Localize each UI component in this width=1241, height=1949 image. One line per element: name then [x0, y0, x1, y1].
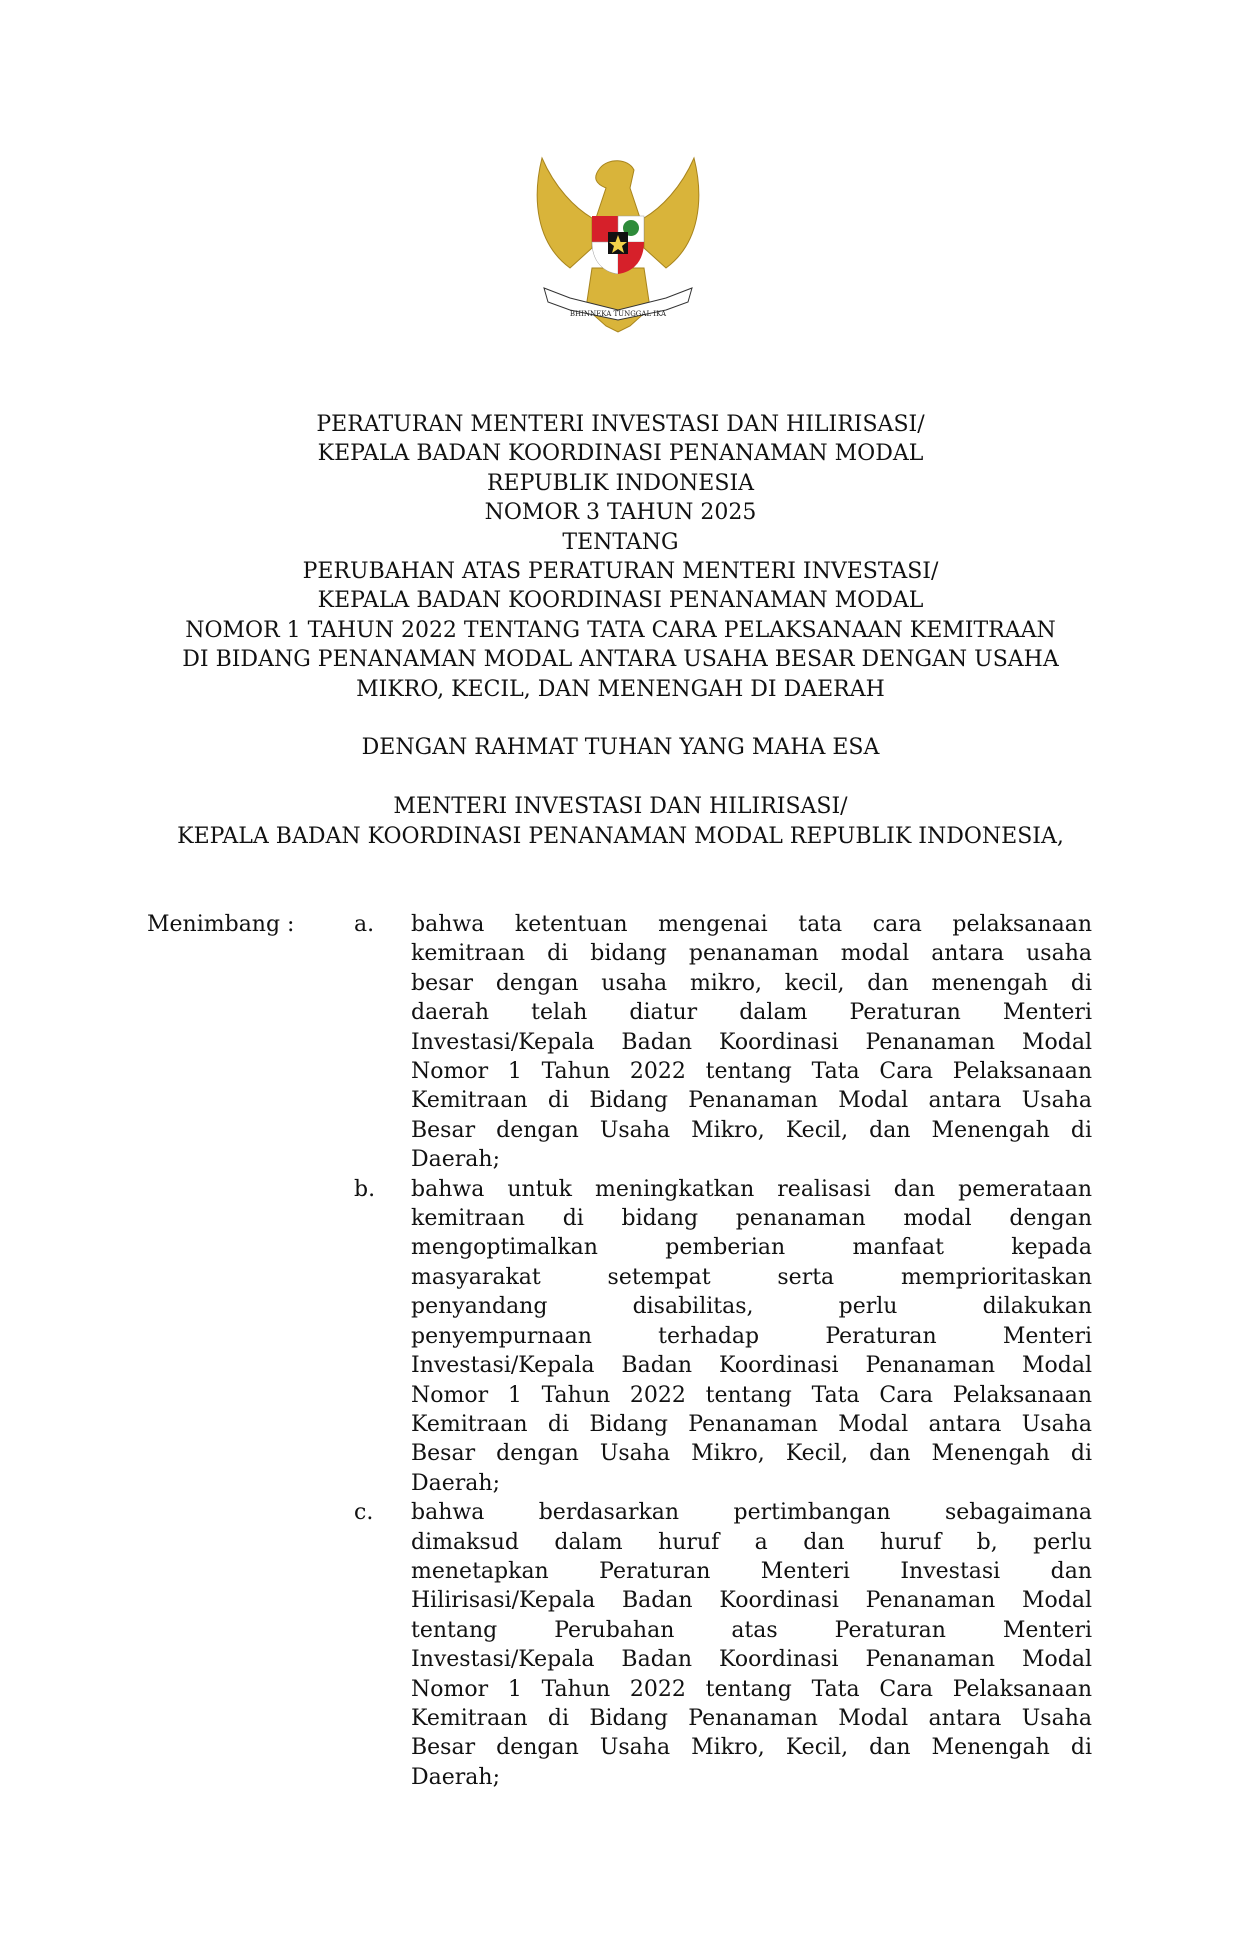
item-text-line: Daerah; — [411, 1470, 500, 1496]
item-text-line: bahwa berdasarkan pertimbangan sebagaimana — [411, 1500, 1092, 1526]
regulation-title — [100, 410, 1141, 704]
item-text-line: Kemitraan di Bidang Penanaman Modal antara Usaha — [411, 1411, 1092, 1437]
item-text-line: bahwa untuk meningkatkan realisasi dan pemerataan — [411, 1176, 1092, 1202]
title-line: TENTANG — [562, 529, 679, 555]
item-letter: c. — [354, 1500, 374, 1526]
title-line: NOMOR 1 TAHUN 2022 TENTANG TATA CARA PELAKSANAAN KEMITRAAN — [185, 617, 1056, 643]
considering-item — [354, 1498, 1092, 1792]
item-text-line: Investasi/Kepala Badan Koordinasi Penanaman Modal — [411, 1647, 1092, 1673]
item-text-line: mengoptimalkan pemberian manfaat kepada — [411, 1235, 1092, 1261]
title-line: PERUBAHAN ATAS PERATURAN MENTERI INVESTASI/ — [302, 559, 939, 585]
official-line: MENTERI INVESTASI DAN HILIRISASI/ — [393, 794, 848, 820]
invocation: DENGAN RAHMAT TUHAN YANG MAHA ESA — [361, 735, 880, 761]
item-text-line: penyandang disabilitas, perlu dilakukan — [411, 1294, 1092, 1320]
item-text-line: masyarakat setempat serta memprioritaskan — [411, 1264, 1092, 1290]
item-text-line: Kemitraan di Bidang Penanaman Modal antara Usaha — [411, 1705, 1092, 1731]
garuda-pancasila-emblem — [530, 148, 706, 334]
item-letter: a. — [354, 912, 375, 937]
item-text-line: menetapkan Peraturan Menteri Investasi dan — [411, 1558, 1092, 1584]
item-text-line: Daerah; — [411, 1764, 500, 1790]
item-text-line: Besar dengan Usaha Mikro, Kecil, dan Menengah di — [411, 1441, 1092, 1467]
considering-label: Menimbang : — [147, 912, 295, 937]
item-text-line: Hilirisasi/Kepala Badan Koordinasi Penanaman Modal — [411, 1588, 1092, 1614]
item-text-line: dimaksud dalam huruf a dan huruf b, perlu — [411, 1529, 1092, 1555]
item-text-line: tentang Perubahan atas Peraturan Menteri — [411, 1617, 1092, 1643]
title-line: MIKRO, KECIL, DAN MENENGAH DI DAERAH — [356, 676, 885, 702]
item-text-line: daerah telah diatur dalam Peraturan Menteri — [411, 1000, 1092, 1026]
item-text-line: Kemitraan di Bidang Penanaman Modal antara Usaha — [411, 1088, 1092, 1114]
title-line: KEPALA BADAN KOORDINASI PENANAMAN MODAL — [317, 588, 924, 614]
title-line: REPUBLIK INDONESIA — [486, 470, 755, 496]
item-text-line: bahwa ketentuan mengenai tata cara pelaksanaan — [411, 912, 1092, 937]
title-line: DI BIDANG PENANAMAN MODAL ANTARA USAHA BESAR DENGAN USAHA — [182, 647, 1059, 673]
item-text-line: Nomor 1 Tahun 2022 tentang Tata Cara Pelaksanaan — [411, 1382, 1092, 1408]
item-text-line: Daerah; — [411, 1147, 500, 1173]
considering-item — [354, 910, 1092, 1175]
item-text-line: Investasi/Kepala Badan Koordinasi Penanaman Modal — [411, 1029, 1092, 1055]
item-letter: b. — [354, 1176, 376, 1202]
item-text-line: Besar dengan Usaha Mikro, Kecil, dan Menengah di — [411, 1735, 1092, 1761]
considering-list — [354, 910, 1092, 1792]
item-text-line: Besar dengan Usaha Mikro, Kecil, dan Menengah di — [411, 1117, 1092, 1143]
item-text-line: Investasi/Kepala Badan Koordinasi Penanaman Modal — [411, 1353, 1092, 1379]
item-text-line: Nomor 1 Tahun 2022 tentang Tata Cara Pelaksanaan — [411, 1676, 1092, 1702]
item-text-line: besar dengan usaha mikro, kecil, dan menengah di — [411, 970, 1092, 996]
item-text-line: kemitraan di bidang penanaman modal dengan — [411, 1206, 1092, 1232]
emblem-motto: BHINNEKA TUNGGAL IKA — [569, 310, 667, 318]
item-text-line: Nomor 1 Tahun 2022 tentang Tata Cara Pelaksanaan — [411, 1059, 1092, 1085]
official-line: KEPALA BADAN KOORDINASI PENANAMAN MODAL REPUBLIK INDONESIA, — [177, 823, 1064, 849]
item-text-line: penyempurnaan terhadap Peraturan Menteri — [411, 1323, 1092, 1349]
regulation-title-block — [100, 410, 1141, 851]
title-line: KEPALA BADAN KOORDINASI PENANAMAN MODAL — [317, 441, 924, 467]
official-title — [100, 792, 1141, 851]
title-line: NOMOR 3 TAHUN 2025 — [484, 500, 757, 526]
item-text-line: kemitraan di bidang penanaman modal antara usaha — [411, 941, 1092, 967]
title-line: PERATURAN MENTERI INVESTASI DAN HILIRISASI/ — [316, 412, 925, 437]
considering-item — [354, 1175, 1092, 1498]
